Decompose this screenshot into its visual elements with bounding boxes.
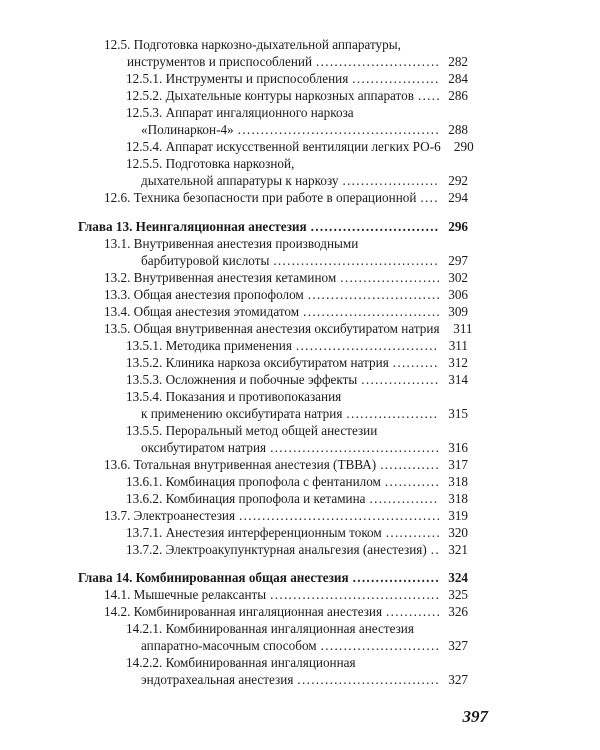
toc-entry-14-1: 14.1. Мышечные релаксанты ..... 325: [104, 586, 468, 603]
toc-entry-13-1-cont: барбитуровой кислоты ..... 297: [141, 252, 468, 269]
toc-entry-13-2: 13.2. Внутривенная анестезия кетамином ..... 302: [104, 269, 468, 286]
toc-entry-13-5-2: 13.5.2. Клиника наркоза оксибутиратом натрия ..... 312: [126, 354, 468, 371]
toc-entry-12-5-1: 12.5.1. Инструменты и приспособления ..... 284: [126, 70, 468, 87]
toc-entry-13-7: 13.7. Электроанестезия ..... 319: [104, 507, 468, 524]
toc-entry-12-5-5: 12.5.5. Подготовка наркозной,: [126, 156, 295, 171]
toc-entry-13-1: 13.1. Внутривенная анестезия производными: [104, 236, 359, 251]
toc-entry-13-3: 13.3. Общая анестезия пропофолом ..... 306: [104, 286, 468, 303]
toc-chapter-14: Глава 14. Комбинированная общая анестезия ..... 324: [78, 569, 468, 586]
toc-entry-13-5-4-cont: к применению оксибутирата натрия ..... 315: [141, 405, 468, 422]
toc-entry-12-5-5-cont: дыхательной аппаратуры к наркозу ..... 292: [141, 172, 468, 189]
toc-entry-14-2-1-cont: аппаратно-масочным способом ..... 327: [141, 637, 468, 654]
toc-chapter-13: Глава 13. Неингаляционная анестезия ..... 296: [78, 218, 468, 235]
toc-entry-13-6: 13.6. Тотальная внутривенная анестезия (ТВВА) ..... 317: [104, 456, 468, 473]
toc-entry-13-7-1: 13.7.1. Анестезия интерференционным током ..... 320: [126, 524, 468, 541]
toc-entry-14-2-2: 14.2.2. Комбинированная ингаляционная: [126, 655, 356, 670]
toc-entry-13-6-2: 13.6.2. Комбинация пропофола и кетамина ..... 318: [126, 490, 468, 507]
toc-entry-13-4: 13.4. Общая анестезия этомидатом ..... 309: [104, 303, 468, 320]
toc-entry-13-5: 13.5. Общая внутривенная анестезия оксибутиратом натрия 311: [104, 321, 473, 336]
toc-entry-12-6: 12.6. Техника безопасности при работе в операционной ..... 294: [104, 189, 468, 206]
toc-entry-12-5-3-cont: «Полинаркон-4» ..... 288: [141, 121, 468, 138]
toc-entry-12-5-cont: инструментов и приспособлений ..... 282: [127, 53, 468, 70]
toc-entry-13-5-5: 13.5.5. Пероральный метод общей анестезии: [126, 423, 378, 438]
toc-entry-13-5-1: 13.5.1. Методика применения ..... 311: [126, 337, 468, 354]
toc-entry-13-6-1: 13.6.1. Комбинация пропофола с фентанилом ..... 318: [126, 473, 468, 490]
toc-entry-12-5-4: 12.5.4. Аппарат искусственной вентиляции легких РО-6 290: [126, 139, 474, 154]
toc-entry-13-5-3: 13.5.3. Осложнения и побочные эффекты ..... 314: [126, 371, 468, 388]
toc-entry-12-5-3: 12.5.3. Аппарат ингаляционного наркоза: [126, 105, 354, 120]
toc-entry-13-5-4: 13.5.4. Показания и противопоказания: [126, 389, 342, 404]
toc-entry-14-2: 14.2. Комбинированная ингаляционная анестезия ..... 326: [104, 603, 468, 620]
page-number: 397: [462, 707, 488, 726]
toc-entry-13-7-2: 13.7.2. Электроакупунктурная анальгезия (анестезия) ..... 321: [126, 541, 468, 558]
toc-entry-14-2-2-cont: эндотрахеальная анестезия ..... 327: [141, 671, 468, 688]
toc-entry-14-2-1: 14.2.1. Комбинированная ингаляционная анестезия: [126, 621, 414, 636]
toc-entry-13-5-5-cont: оксибутиратом натрия ..... 316: [141, 439, 468, 456]
toc-entry-12-5-2: 12.5.2. Дыхательные контуры наркозных аппаратов ..... 286: [126, 87, 468, 104]
toc-entry-12-5: 12.5. Подготовка наркозно-дыхательной аппаратуры,: [104, 37, 401, 52]
